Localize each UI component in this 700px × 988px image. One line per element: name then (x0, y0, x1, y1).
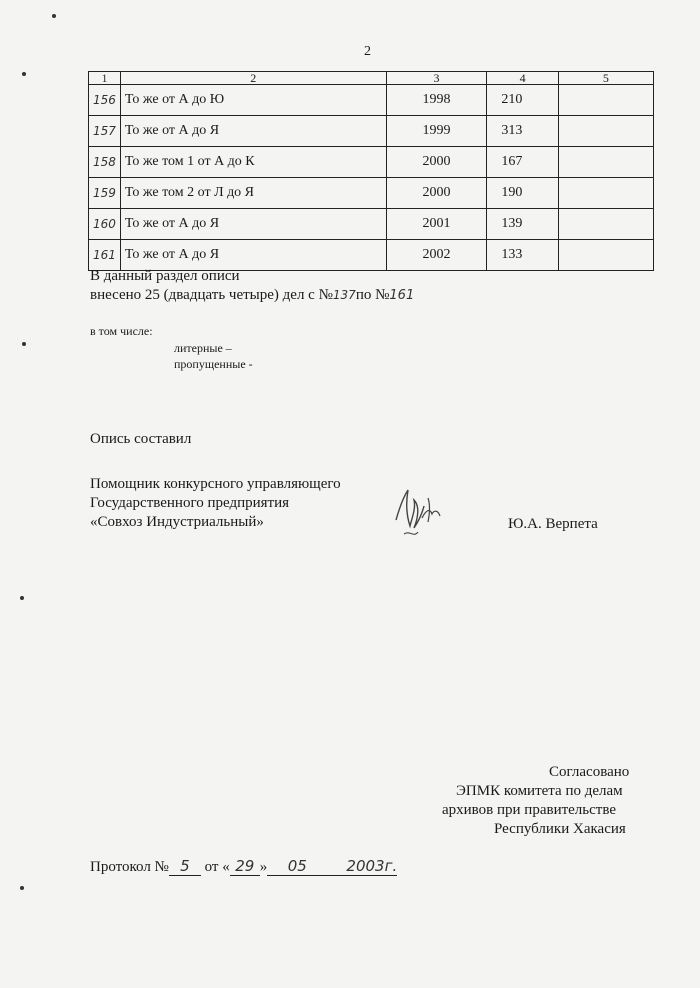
scan-speck (20, 886, 24, 890)
column-header: 2 (120, 72, 386, 85)
including-label: в том числе: (90, 324, 153, 338)
row-count: 167 (487, 147, 558, 178)
summary-prefix: внесено 25 (двадцать четыре) дел с № (90, 287, 333, 303)
approval-line-1: Согласовано (549, 764, 630, 780)
row-title: То же том 2 от Л до Я (120, 178, 386, 209)
summary-mid: по № (355, 287, 390, 303)
protocol-close-quote: » (259, 859, 268, 875)
column-header: 4 (487, 72, 558, 85)
protocol-number: 5 (169, 857, 201, 876)
protocol-month: 05 (267, 857, 327, 876)
row-count: 190 (487, 178, 558, 209)
summary-line-1: В данный раздел описи (90, 268, 240, 284)
compiled-by: Опись составил (90, 431, 192, 447)
table-row (89, 209, 654, 240)
row-note (558, 116, 653, 147)
row-count: 210 (487, 85, 558, 116)
table-row (89, 116, 654, 147)
row-year: 2002 (386, 240, 487, 271)
row-number: 157 (89, 116, 121, 147)
scan-speck (22, 342, 26, 346)
approval-line-2: ЭПМК комитета по делам (456, 783, 623, 799)
missing-label: пропущенные - (174, 357, 253, 371)
handwritten-signature (384, 478, 454, 553)
row-number: 160 (89, 209, 121, 240)
row-title: То же от А до Я (120, 240, 386, 271)
row-note (558, 240, 653, 271)
row-note (558, 85, 653, 116)
scan-speck (20, 596, 24, 600)
approval-line-4: Республики Хакасия (494, 821, 626, 837)
row-number: 156 (89, 85, 121, 116)
protocol-from: от « (204, 859, 230, 875)
row-year: 1998 (386, 85, 487, 116)
scan-speck (52, 14, 56, 18)
page-number: 2 (364, 44, 371, 59)
row-year: 2000 (386, 178, 487, 209)
protocol-year: 2003г. (327, 857, 397, 876)
row-note (558, 147, 653, 178)
row-year: 2000 (386, 147, 487, 178)
row-title: То же от А до Я (120, 116, 386, 147)
table-header-row (89, 72, 654, 85)
row-count: 139 (487, 209, 558, 240)
literal-label: литерные – (174, 341, 232, 355)
row-count: 313 (487, 116, 558, 147)
row-year: 1999 (386, 116, 487, 147)
row-note (558, 178, 653, 209)
summary-to-number: 161 (389, 288, 415, 303)
protocol-day: 29 (230, 857, 260, 876)
scan-speck (22, 72, 26, 76)
column-header: 3 (386, 72, 487, 85)
row-title: То же от А до Ю (120, 85, 386, 116)
table-row (89, 147, 654, 178)
row-number: 158 (89, 147, 121, 178)
position-line-1: Помощник конкурсного управляющего (90, 476, 341, 492)
protocol-label: Протокол № (90, 859, 169, 875)
table-row (89, 85, 654, 116)
row-number: 159 (89, 178, 121, 209)
row-note (558, 209, 653, 240)
signer-name: Ю.А. Верпета (508, 516, 598, 532)
row-title: То же от А до Я (120, 209, 386, 240)
inventory-table (88, 71, 654, 271)
summary-line-2 (90, 287, 414, 304)
approval-line-3: архивов при правительстве (442, 802, 617, 818)
row-year: 2001 (386, 209, 487, 240)
column-header: 1 (89, 72, 121, 85)
column-header: 5 (558, 72, 653, 85)
position-line-2: Государственного предприятия (90, 495, 290, 511)
row-title: То же том 1 от А до К (120, 147, 386, 178)
protocol-line (90, 857, 397, 876)
row-number: 161 (89, 240, 121, 271)
summary-from-number: 137 (332, 288, 356, 302)
row-count: 133 (487, 240, 558, 271)
position-line-3: «Совхоз Индустриальный» (90, 514, 264, 530)
table-row (89, 240, 654, 271)
table-row (89, 178, 654, 209)
